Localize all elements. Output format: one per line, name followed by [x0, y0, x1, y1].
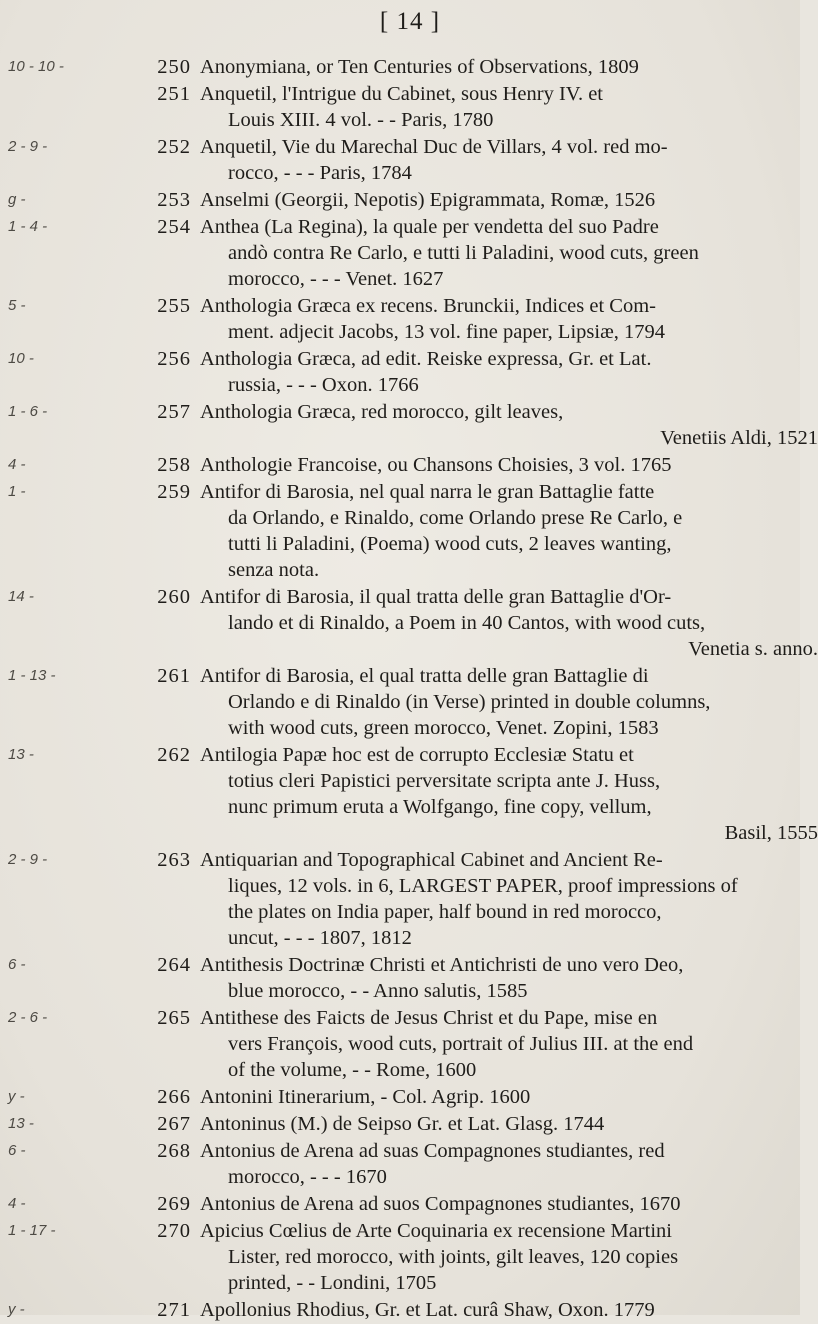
lot-number: 251 [157, 83, 191, 105]
entry-line: Antonini Itinerarium, - Col. Agrip. 1600 [200, 1086, 531, 1108]
lot-number: 263 [157, 849, 191, 871]
lot-number: 262 [157, 744, 191, 766]
entry-line: the plates on India paper, half bound in red morocco, [228, 901, 662, 923]
entry-line: Antithese des Faicts de Jesus Christ et du Pape, mise en [200, 1007, 658, 1029]
entry-line: Lister, red morocco, with joints, gilt leaves, 120 copies [228, 1246, 679, 1268]
margin-price-note: 13 - [8, 1115, 34, 1132]
entry-line: Antifor di Barosia, nel qual narra le gran Battaglie fatte [200, 481, 655, 503]
lot-number: 270 [157, 1220, 191, 1242]
entry-line: Antiquarian and Topographical Cabinet and Ancient Re- [200, 849, 663, 871]
entry-line: Anthea (La Regina), la quale per vendetta del suo Padre [200, 216, 659, 238]
margin-price-note: 1 - 6 - [8, 403, 48, 420]
entry-line: Anthologia Græca, red morocco, gilt leaves, [200, 401, 564, 423]
entry-line: Antoninus (M.) de Seipso Gr. et Lat. Glasg. 1744 [200, 1113, 605, 1135]
margin-price-note: 2 - 9 - [8, 138, 48, 155]
lot-number: 260 [157, 586, 191, 608]
entry-line: russia, - - - Oxon. 1766 [228, 374, 419, 396]
entry-description [200, 1005, 790, 1083]
entry-line: da Orlando, e Rinaldo, come Orlando prese Re Carlo, e [228, 507, 683, 529]
entry-description [200, 214, 790, 292]
entry-line: Antilogia Papæ hoc est de corrupto Ecclesiæ Statu et [200, 744, 634, 766]
entry-line: Orlando e di Rinaldo (in Verse) printed in double columns, [228, 691, 711, 713]
entry-description [200, 54, 790, 80]
entry-line: Anquetil, Vie du Marechal Duc de Villars, 4 vol. red mo- [200, 136, 668, 158]
catalogue-entry [0, 81, 800, 134]
entry-line: Basil, 1555 [724, 822, 818, 844]
lot-number: 255 [157, 295, 191, 317]
catalogue-entry [0, 1084, 800, 1111]
catalogue-entry [0, 54, 800, 81]
entry-line: morocco, - - - Venet. 1627 [228, 268, 444, 290]
margin-price-note: 1 - 4 - [8, 218, 48, 235]
catalogue-entry [0, 346, 800, 399]
catalogue-entry [0, 663, 800, 742]
margin-price-note: 1 - 13 - [8, 667, 56, 684]
entry-line: Anthologia Græca, ad edit. Reiske expressa, Gr. et Lat. [200, 348, 652, 370]
margin-price-note: 2 - 9 - [8, 851, 48, 868]
lot-number: 271 [157, 1299, 191, 1321]
entry-line: Anselmi (Georgii, Nepotis) Epigrammata, Romæ, 1526 [200, 189, 656, 211]
entry-description [200, 847, 790, 951]
entry-line: Apollonius Rhodius, Gr. et Lat. curâ Shaw, Oxon. 1779 [200, 1299, 655, 1321]
margin-price-note: 4 - [8, 1195, 26, 1212]
margin-price-note: 4 - [8, 456, 26, 473]
entry-description [200, 293, 790, 345]
entry-line: Antithesis Doctrinæ Christi et Antichristi de uno vero Deo, [200, 954, 684, 976]
margin-price-note: 2 - 6 - [8, 1009, 48, 1026]
catalogue-entry [0, 1218, 800, 1297]
entry-line: of the volume, - - Rome, 1600 [228, 1059, 477, 1081]
lot-number: 261 [157, 665, 191, 687]
entry-description [200, 1191, 790, 1217]
catalogue-entry [0, 187, 800, 214]
entry-description [200, 584, 818, 662]
catalogue-entry [0, 584, 818, 663]
entry-description [200, 1138, 790, 1190]
catalogue-entry [0, 1297, 800, 1324]
margin-price-note: 5 - [8, 297, 26, 314]
entry-line: nunc primum eruta a Wolfgango, fine copy, vellum, [228, 796, 652, 818]
lot-number: 252 [157, 136, 191, 158]
entry-description [200, 1297, 790, 1323]
entry-line: printed, - - Londini, 1705 [228, 1272, 437, 1294]
entry-line: Apicius Cœlius de Arte Coquinaria ex recensione Martini [200, 1220, 672, 1242]
lot-number: 253 [157, 189, 191, 211]
entry-description [200, 187, 790, 213]
lot-number: 264 [157, 954, 191, 976]
lot-number: 250 [157, 56, 191, 78]
entry-line: totius cleri Papistici perversitate scripta ante J. Huss, [228, 770, 661, 792]
catalogue-entry [0, 214, 800, 293]
entry-line: Antifor di Barosia, il qual tratta delle gran Battaglie d'Or- [200, 586, 672, 608]
entry-line: ment. adjecit Jacobs, 13 vol. fine paper, Lipsiæ, 1794 [228, 321, 665, 343]
lot-number: 257 [157, 401, 191, 423]
entry-line: Antifor di Barosia, el qual tratta delle gran Battaglie di [200, 665, 649, 687]
entry-description [200, 742, 818, 846]
margin-price-note: 6 - [8, 1142, 26, 1159]
margin-price-note: 13 - [8, 746, 34, 763]
entry-line: Antonius de Arena ad suos Compagnones studiantes, 1670 [200, 1193, 681, 1215]
catalogue-entry [0, 847, 800, 952]
catalogue-entry [0, 452, 800, 479]
entry-line: Venetia s. anno. [688, 638, 818, 660]
lot-number: 256 [157, 348, 191, 370]
entry-line: blue morocco, - - Anno salutis, 1585 [228, 980, 528, 1002]
lot-number: 254 [157, 216, 191, 238]
entry-line: Antonius de Arena ad suas Compagnones studiantes, red [200, 1140, 665, 1162]
lot-number: 269 [157, 1193, 191, 1215]
catalogue-entry [0, 1191, 800, 1218]
entry-line: Anquetil, l'Intrigue du Cabinet, sous Henry IV. et [200, 83, 604, 105]
entry-line: Anthologie Francoise, ou Chansons Choisies, 3 vol. 1765 [200, 454, 672, 476]
page-number: [ 14 ] [379, 8, 441, 35]
entry-description [200, 1218, 790, 1296]
entry-description [200, 479, 790, 583]
entry-description [200, 134, 790, 186]
lot-number: 265 [157, 1007, 191, 1029]
catalogue-entry [0, 134, 800, 187]
entry-description [200, 346, 790, 398]
margin-price-note: y - [8, 1088, 25, 1105]
margin-price-note: g - [8, 191, 26, 208]
catalogue-entry [0, 293, 800, 346]
entry-line: lando et di Rinaldo, a Poem in 40 Cantos, with wood cuts, [228, 612, 706, 634]
entry-line: Anthologia Græca ex recens. Brunckii, Indices et Com- [200, 295, 656, 317]
lot-number: 266 [157, 1086, 191, 1108]
margin-price-note: 10 - 10 - [8, 58, 64, 75]
lot-number: 268 [157, 1140, 191, 1162]
entry-line: andò contra Re Carlo, e tutti li Paladini, wood cuts, green [228, 242, 699, 264]
catalogue-entry [0, 742, 818, 847]
entry-description [200, 663, 790, 741]
margin-price-note: 10 - [8, 350, 34, 367]
entry-description [200, 452, 790, 478]
entry-description [200, 399, 818, 451]
catalogue-entry [0, 1138, 800, 1191]
lot-number: 258 [157, 454, 191, 476]
entry-line: morocco, - - - 1670 [228, 1166, 387, 1188]
margin-price-note: y - [8, 1301, 25, 1318]
margin-price-note: 6 - [8, 956, 26, 973]
catalogue-entry [0, 399, 818, 452]
entry-line: rocco, - - - Paris, 1784 [228, 162, 412, 184]
entry-line: uncut, - - - 1807, 1812 [228, 927, 412, 949]
entry-line: senza nota. [228, 559, 320, 581]
entry-line: vers François, wood cuts, portrait of Julius III. at the end [228, 1033, 694, 1055]
catalogue-entry [0, 479, 800, 584]
entry-description [200, 952, 790, 1004]
margin-price-note: 1 - 17 - [8, 1222, 56, 1239]
entry-line: with wood cuts, green morocco, Venet. Zopini, 1583 [228, 717, 659, 739]
lot-number: 259 [157, 481, 191, 503]
entry-description [200, 1111, 790, 1137]
catalogue-entry [0, 1111, 800, 1138]
entry-line: Venetiis Aldi, 1521 [660, 427, 818, 449]
catalogue-entry [0, 1005, 800, 1084]
entry-line: Louis XIII. 4 vol. - - Paris, 1780 [228, 109, 494, 131]
entry-list [0, 54, 818, 1324]
entry-description [200, 1084, 790, 1110]
margin-price-note: 1 - [8, 483, 26, 500]
entry-line: Anonymiana, or Ten Centuries of Observations, 1809 [200, 56, 639, 78]
entry-line: liques, 12 vols. in 6, LARGEST PAPER, proof impressions of [228, 875, 738, 897]
entry-description [200, 81, 790, 133]
margin-price-note: 14 - [8, 588, 34, 605]
entry-line: tutti li Paladini, (Poema) wood cuts, 2 leaves wanting, [228, 533, 672, 555]
lot-number: 267 [157, 1113, 191, 1135]
catalogue-entry [0, 952, 800, 1005]
